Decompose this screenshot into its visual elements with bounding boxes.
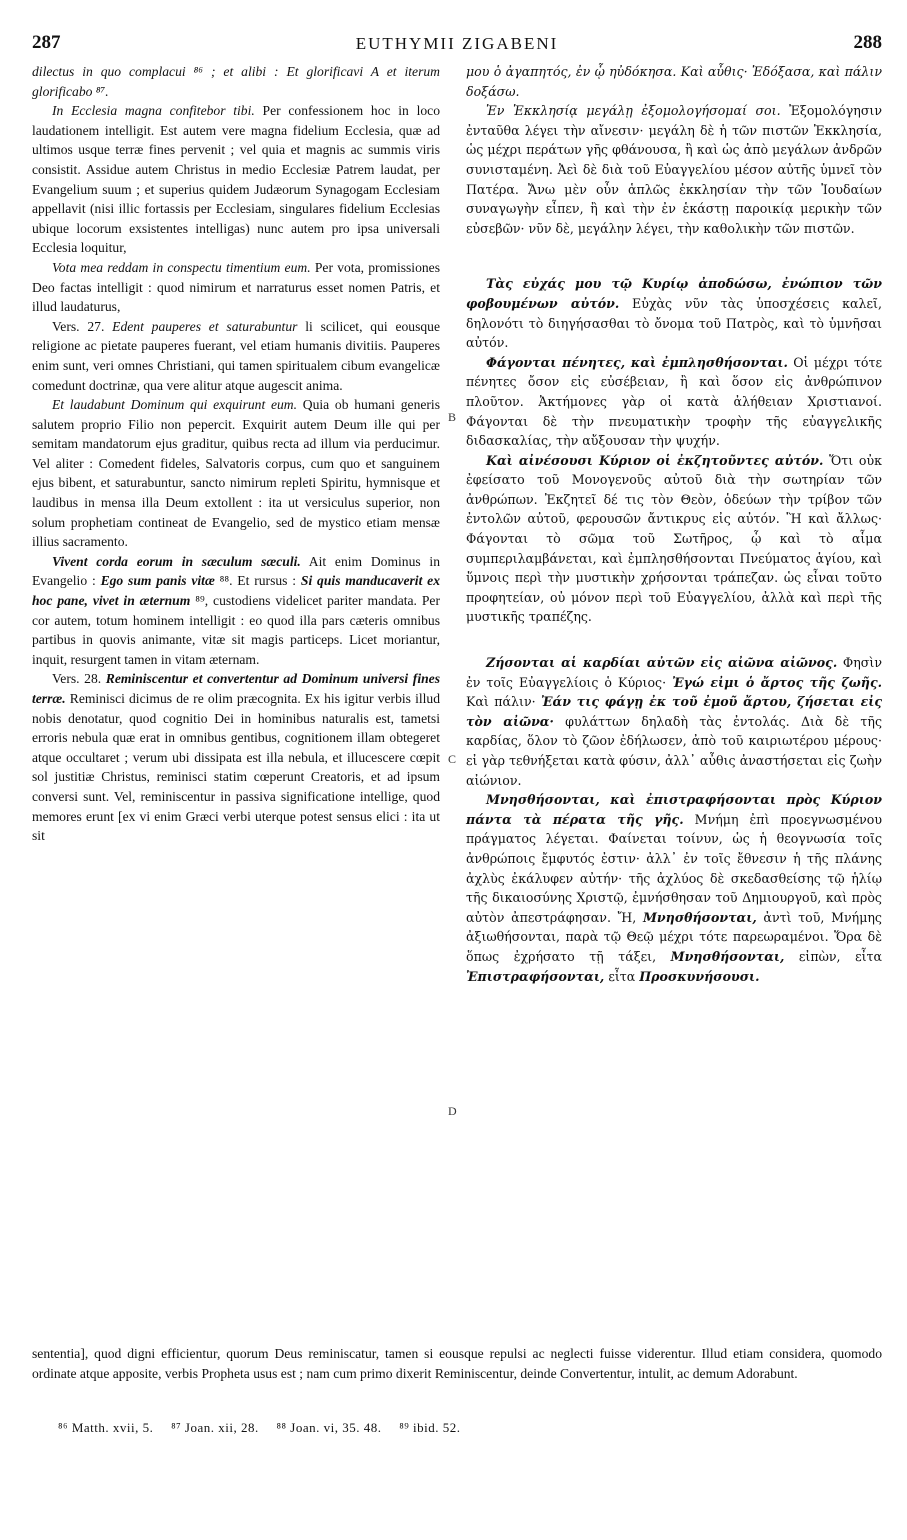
latin-paragraph (32, 258, 440, 317)
greek-lemma: Μνησθήσονται, καὶ ἐπιστραφήσονται πρὸς Κύριον πάντα τὰ πέρατα τῆς γῆς. (466, 792, 882, 827)
latin-emphasis: Reminiscentur, (434, 1365, 517, 1381)
latin-paragraph (32, 395, 440, 552)
margin-letter: C (448, 752, 457, 766)
latin-text: deinde (516, 1365, 561, 1381)
running-title: EUTHYMII ZIGABENI (355, 34, 559, 53)
greek-text: Μνήμη ἐπὶ προεγνωσμένου πράγματος λέγεται. Φαίνεται τοίνυν, ὡς ἡ θεογνωσία τοῖς ἀνθρώποις ἔμφυτός ἐστιν· ἀλλ᾽ ἐν τοῖς ἔθνεσιν ἡ τῆς πλάνης ἀχλὺς ἐκάλυφεν αὐτήν· τῆς ἀχλύος δὲ σκεδασθείσης τῷ ἡλίῳ τῆς δικαιοσύνης Χριστῷ, ἐμνήσθησαν τοῦ Δημιουργοῦ, καὶ πρὸς αὐτὸν ἀπεστράφησαν. Ἤ, (466, 811, 882, 925)
greek-quote: Ἐάν τις φάγῃ ἐκ τοῦ ἐμοῦ ἄρτου, ζήσεται εἰς τὸν αἰῶνα· (466, 694, 882, 729)
verse-marker: Vers. 27. (52, 318, 105, 334)
latin-paragraph: dilectus in quo complacui ⁸⁶ ; et alibi : Et glorificavi A et iterum glorificabo ⁸⁷. (32, 64, 440, 99)
latin-paragraph (32, 317, 440, 395)
footnote: ⁸⁸ Joan. vi, 35. 48. (276, 1420, 382, 1435)
margin-letter: D (448, 1104, 457, 1118)
greek-lemma: Τὰς εὐχάς μου τῷ Κυρίῳ ἀποδώσω, ἐνώπιον τῶν φοβουμένων αὐτόν. (466, 276, 882, 311)
latin-column (32, 62, 440, 846)
greek-paragraph (466, 451, 882, 627)
latin-text: Quia ob humani generis salutem proprio Filio non pepercit. Exquirit autem Deum ille qui per semitam mandatorum ejus graditur, quibus recta ad illum via perducimur. Vel aliter : Comedent fideles, Salvatoris corpus, cum quo et sanguinem ejus bibent, et saturabuntur, sancto nimirum repleti Spiritu, hymnisque et laudibus in mensa illa Deum extollent : ita ut versiculus superior, non solum prophetiam contineat de Evangelio, sed de mystico etiam mensæ illius sacramento. (32, 397, 440, 550)
full-width-continuation (32, 1344, 882, 1383)
greek-paragraph (466, 790, 882, 986)
page-number-left: 287 (32, 32, 61, 53)
greek-emphasis: Μνησθήσονται, (670, 948, 785, 964)
greek-text: Φησὶν ἐν τοῖς Εὐαγγελίοις ὁ Κύριος· (466, 655, 882, 690)
greek-emphasis: Ἐπιστραφήσονται, (466, 968, 605, 984)
latin-lemma: Vivent corda eorum in sæculum sæculi. (52, 553, 301, 569)
greek-paragraph (466, 653, 882, 790)
greek-paragraph (466, 274, 882, 352)
latin-text: Per confessionem hoc in loco laudationem intelligit. Est autem vere magna fidelium Ecclesia, quæ ad ultimos usque terræ fines pervenit ; vel quia et magnis ac summis viris consistit. Assidue autem Christus in medio Ecclesiæ Patrem laudat, per Evangelium suum ; et superius quidem Judæorum Synagogam Ecclesiam appellavit (nisi illic fortassis per Ecclesiam, singulares fidelium Ecclesias ubique locorum exsistentes intelligas) nunc autem pro ipsa universali Ecclesia loquitur, (32, 103, 440, 256)
greek-emphasis: Μνησθήσονται, (642, 909, 757, 925)
greek-text: Οἱ μέχρι τότε πένητες ὄσον εἰς εὐσέβειαν, ἢ καὶ ὅσον εἰς ἀνθρώπινον πλοῦτον. Ἀκτήμονες γὰρ οἱ κατὰ ἀλήθειαν Χριστιανοί. Φάγονται δὲ τὴν πνευματικὴν τροφὴν τῆς εὐαγγελικῆς διδασκαλίας, τὴν αὔξουσαν τὴν ψυχήν. (466, 354, 882, 449)
footnotes (58, 1420, 475, 1436)
latin-emphasis: Adorabunt. (736, 1365, 798, 1381)
greek-lemma: Φάγονται πένητες, καὶ ἐμπλησθήσονται. (486, 354, 788, 370)
greek-column (466, 62, 882, 986)
greek-lemma: Ζήσονται αἱ καρδίαι αὐτῶν εἰς αἰῶνα αἰῶνος. (486, 655, 838, 671)
latin-text: ⁸⁸. Et rursus : (214, 573, 301, 589)
latin-quote: Si quis manducaverit ex hoc pane, vivet in æternum (32, 573, 441, 609)
latin-text: sententia], quod digni efficientur, quorum Deus reminiscatur, tamen si eousque repulsi ac neglecti fuisse viderentur. Illud etiam considera, quomodo ordinate atque apposite, verbis Propheta usus est ; nam cum primo dixerit (32, 1346, 882, 1381)
page-header (32, 32, 882, 58)
latin-paragraph (32, 669, 440, 845)
latin-text: intulit, ac demum (634, 1365, 737, 1381)
greek-text: εἰπὼν, εἶτα (784, 948, 883, 964)
page-number-right: 288 (853, 32, 882, 53)
greek-lemma: Ἐν Ἐκκλησίᾳ μεγάλῃ ἐξομολογήσομαί σοι. (486, 103, 781, 119)
greek-paragraph (466, 353, 882, 451)
latin-text: li scilicet, qui eousque religione ac pietate pauperes fuerant, vel etiam humanis divitiis. Pauperes enim sunt, veri omnes Christiani, qui tamen spiritualem cibum evangelicæ comedunt doctrinæ, qua vere alitur atque augescit anima. (32, 318, 440, 393)
latin-paragraph (32, 1344, 882, 1383)
latin-lemma: Et laudabunt Dominum qui exquirunt eum. (52, 397, 298, 413)
latin-text: Per vota, promissiones Deo factas intelligit : quod nimirum et narraturus esset nomen Patris, et illud laudaturus, (32, 259, 440, 315)
greek-text: Ἐξομολόγησιν ἐνταῦθα λέγει τὴν αἴνεσιν· μεγάλη δὲ ἡ τῶν πιστῶν Ἐκκλησία, ὡς μέχρι περάτων γῆς φθάνουσα, ἢ καὶ ὡς ἀπὸ μεγάλων ἀνδρῶν συνισταμένη. Ἀεὶ δὲ διὰ τοῦ Εὐαγγελίου μέσον αὐτῆς ὑμνεῖ τὸν Πατέρα. Ἄνω μὲν οὖν ἁπλῶς ἐκκλησίαν τὴν τῶν Ἰουδαίων συναγωγὴν εἶπεν, ἢ καὶ τὴν ἐν ἑκάστῃ παροικίᾳ μερικὴν τῶν εὐσεβῶν· νῦν δὲ, μεγάλην λέγει, τὴν καθολικὴν τῶν πιστῶν. (466, 103, 883, 236)
greek-text: Καὶ πάλιν· (466, 694, 541, 710)
latin-text: ⁸⁹, custodiens videlicet pariter mandata. Per cor autem, totum hominem intelligit : eo quod illa pars cæteris omnibus partibus in quovis animante, vitæ sit magis particeps. Licet moriantur, inquit, resurgent tamen in vitam æternam. (32, 593, 440, 667)
latin-quote: Ego sum panis vitæ (100, 573, 215, 589)
footnote: ⁸⁶ Matth. xvii, 5. (58, 1420, 154, 1435)
latin-paragraph (32, 552, 440, 670)
footnote: ⁸⁷ Joan. xii, 28. (171, 1420, 259, 1435)
latin-text: Ait enim Dominus in Evangelio : (32, 553, 440, 589)
latin-paragraph (32, 101, 440, 258)
latin-lemma: In Ecclesia magna confitebor tibi. (52, 103, 255, 119)
greek-text: Ὅτι οὐκ ἐφείσατο τοῦ Μονογενοῦς αὐτοῦ διὰ τὴν σωτηρίαν τῶν ἀνθρώπων. Ἐκζητεῖ δέ τις τὸν Θεὸν, ὁδεύων τὴν τρίβον τῶν ἐντολῶν αὐτοῦ, φερουσῶν ἄντικρυς εἰς αὐτόν. Ἢ καὶ ἄλλως· Φάγονται τὸ σῶμα τοῦ Σωτῆρος, ᾧ καὶ τὸ αἷμα συμπεριλαμβάνεται, καὶ ἐμπλησθήσονται Πνεύματος ἁγίου, καὶ ὕμνοις περὶ τὴν μυστικὴν χρήσονται τράπεζαν. ὡς εἶναι τοῦτο προφητείαν, οὐ μόνον περὶ τοῦ Εὐαγγελίου, ἀλλὰ καὶ περὶ τῆς μυστικῆς τραπέζης. (466, 452, 882, 625)
margin-letter: B (448, 410, 457, 424)
greek-paragraph (466, 101, 882, 238)
greek-paragraph: μου ὁ ἀγαπητός, ἐν ᾧ ηὐδόκησα. Καὶ αὖθις· Ἐδόξασα, καὶ πάλιν δοξάσω. (466, 64, 882, 99)
greek-lemma: Καὶ αἰνέσουσι Κύριον οἱ ἐκζητοῦντες αὐτόν. (486, 452, 824, 468)
greek-quote: Ἐγώ εἰμι ὁ ἄρτος τῆς ζωῆς. (672, 674, 882, 690)
greek-emphasis: Προσκυνήσουσι. (639, 968, 760, 984)
greek-text: Εὐχὰς νῦν τὰς ὑποσχέσεις καλεῖ, δηλονότι τὸ διηγήσασθαι τὸ ὄνομα τοῦ Πατρὸς, καὶ τὸ ὑμνῆσαι αὐτόν. (466, 295, 882, 351)
latin-emphasis: Convertentur, (560, 1365, 635, 1381)
latin-text: Reminisci dicimus de re olim præcognita. Ex his igitur verbis illud nobis denotatur, quod cognitio Dei in hominibus naturalis est, tametsi erroris nebula quæ erat in omnibus gentibus, cognitionem illam obtegeret atque occultaret ; verum ubi dissipata est illa nebula, et illucescere cœpit sol justitiæ Christus, reminisci statim cœperunt Creatoris, et ad ipsum conversi sunt. Vel, reminiscentur in passiva significatione intellige, quod memores erunt [ex vi enim Græci verbi uterque potest sensus elici : ita ut sit (32, 691, 440, 844)
greek-text: φυλάττων δηλαδὴ τὰς ἐντολάς. Διὰ δὲ τῆς καρδίας, ὅλον τὸ ζῶον ἐδήλωσεν, ἀπὸ τοῦ καιριωτέρου μέρους· εἰ γὰρ τεθνήξεται κατὰ φύσιν, ἀλλ᾽ αὖθις ἀναστήσεται εἰς ζωὴν αἰώνιον. (466, 713, 882, 788)
latin-lemma: Reminiscentur et convertentur ad Dominum universi fines terræ. (32, 671, 440, 706)
latin-lemma: Vota mea reddam in conspectu timentium eum. (52, 259, 311, 275)
verse-marker: Vers. 28. (52, 671, 102, 687)
footnote: ⁸⁹ ibid. 52. (399, 1420, 461, 1435)
greek-text: ἀντὶ τοῦ, Μνήμης ἀξιωθήσονται, παρὰ τῷ Θεῷ μέχρι τότε παρεωραμένοι. Ὅρα δὲ ὅπως ἐχρήσατο τῇ τάξει, (466, 909, 882, 964)
latin-lemma: Edent pauperes et saturabuntur (104, 318, 298, 334)
greek-text: εἶτα (604, 968, 640, 984)
